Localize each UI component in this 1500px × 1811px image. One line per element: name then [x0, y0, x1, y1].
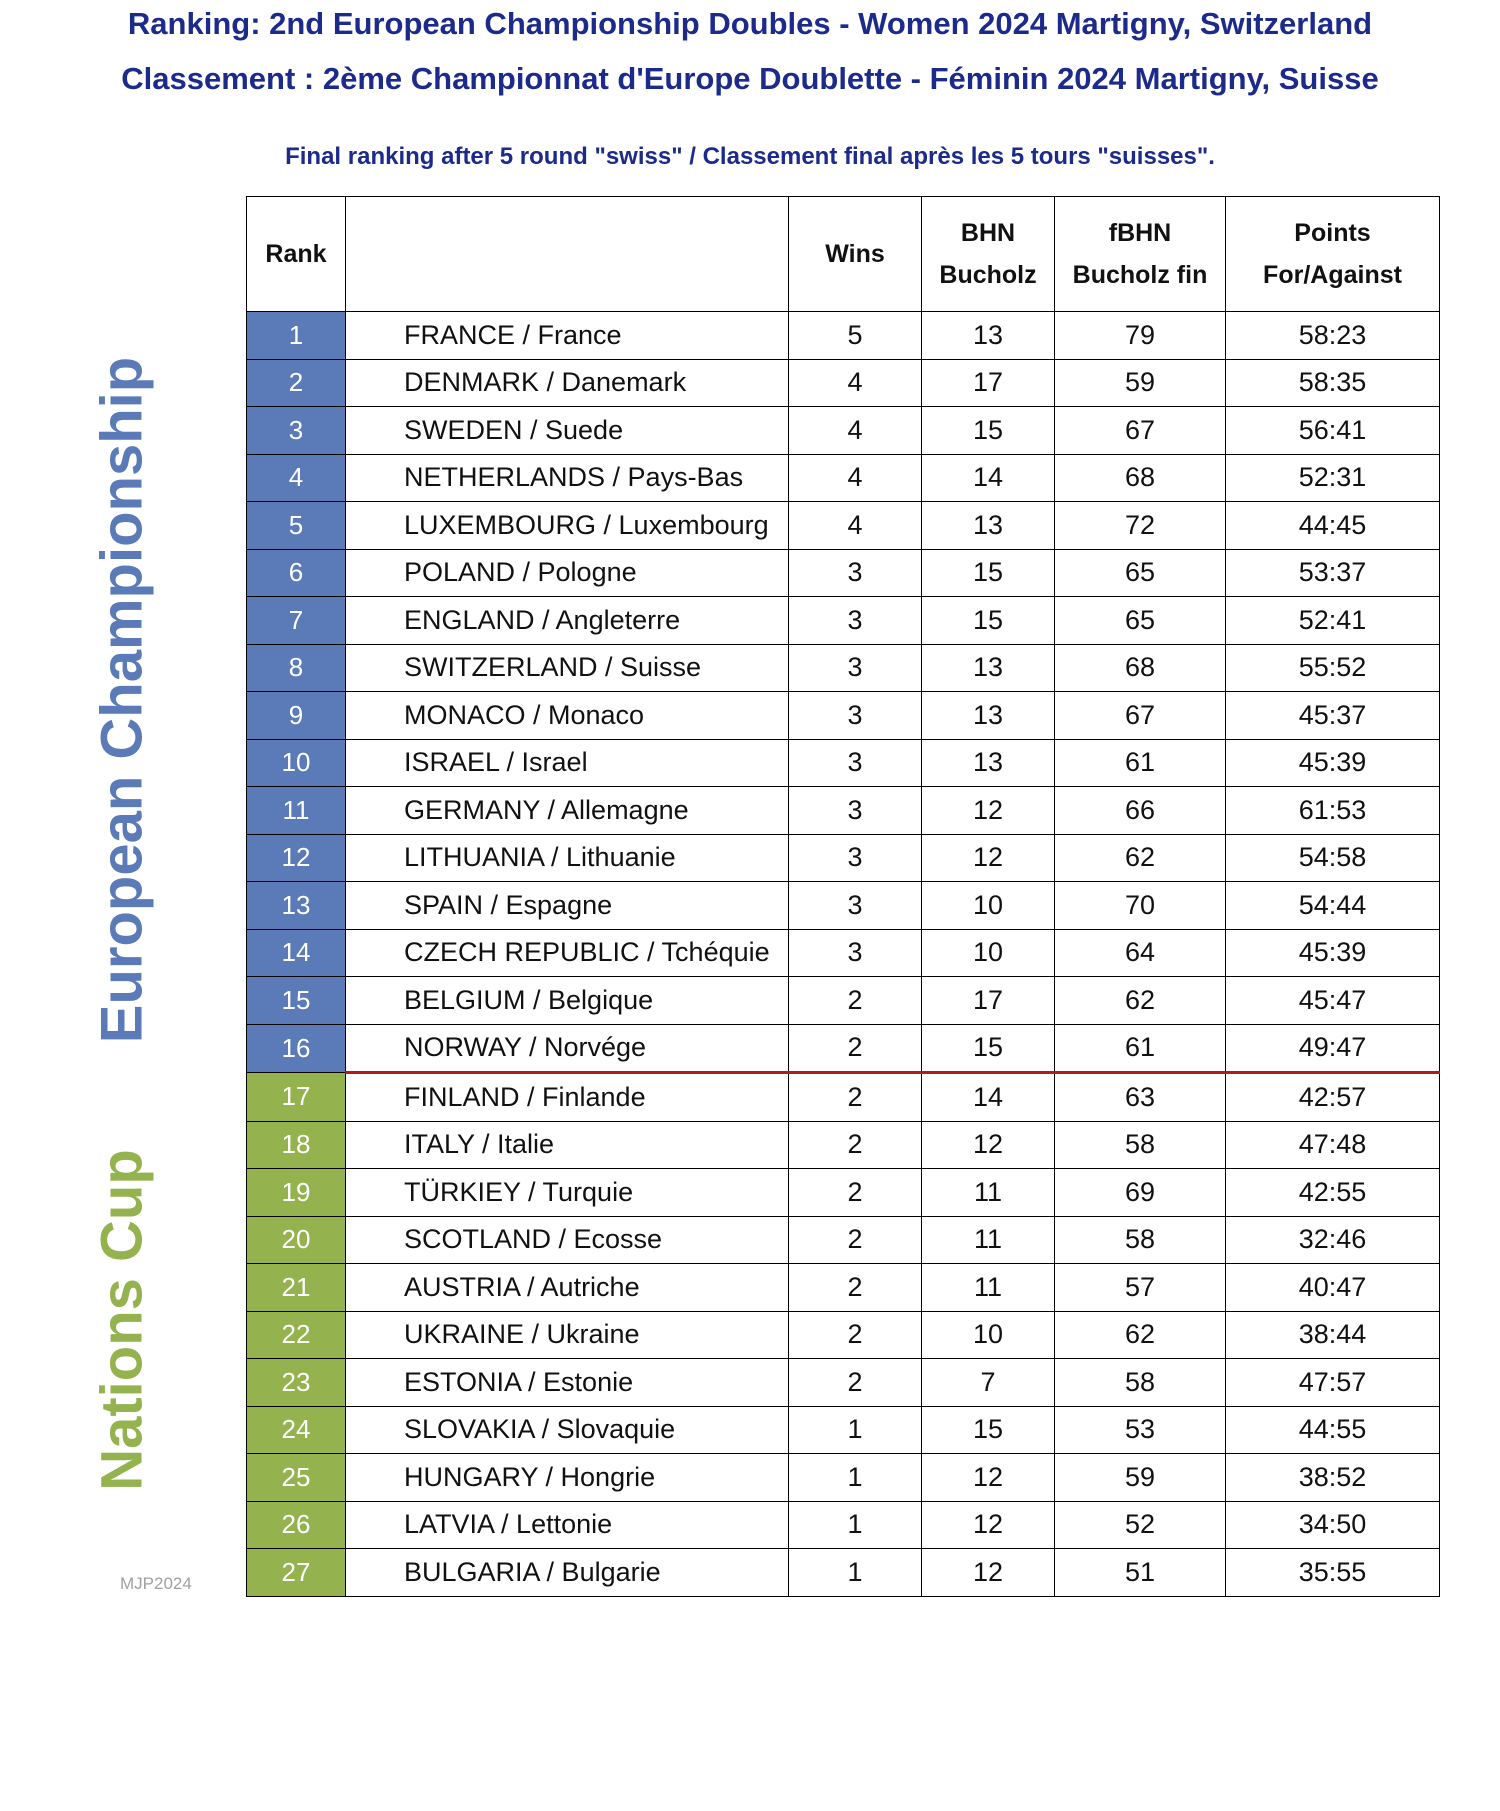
- points-cell: 45:47: [1226, 977, 1440, 1025]
- country-cell: LITHUANIA / Lithuanie: [346, 834, 789, 882]
- fbhn-cell: 52: [1055, 1501, 1226, 1549]
- country-cell: SWITZERLAND / Suisse: [346, 644, 789, 692]
- rank-cell: 1: [247, 312, 346, 360]
- fbhn-cell: 58: [1055, 1359, 1226, 1407]
- table-row: [247, 359, 1440, 407]
- points-cell: 44:55: [1226, 1406, 1440, 1454]
- bhn-cell: 12: [922, 787, 1055, 835]
- rank-cell: 14: [247, 929, 346, 977]
- fbhn-cell: 68: [1055, 644, 1226, 692]
- fbhn-cell: 58: [1055, 1216, 1226, 1264]
- rank-cell: 27: [247, 1549, 346, 1597]
- country-cell: SCOTLAND / Ecosse: [346, 1216, 789, 1264]
- bhn-cell: 13: [922, 644, 1055, 692]
- fbhn-cell: 62: [1055, 977, 1226, 1025]
- country-cell: ITALY / Italie: [346, 1121, 789, 1169]
- bhn-cell: 10: [922, 882, 1055, 930]
- rank-cell: 18: [247, 1121, 346, 1169]
- wins-cell: 2: [789, 1216, 922, 1264]
- points-cell: 42:55: [1226, 1169, 1440, 1217]
- header-points-line1: Points: [1294, 219, 1371, 247]
- wins-cell: 2: [789, 977, 922, 1025]
- fbhn-cell: 58: [1055, 1121, 1226, 1169]
- bhn-cell: 12: [922, 1121, 1055, 1169]
- country-cell: GERMANY / Allemagne: [346, 787, 789, 835]
- fbhn-cell: 65: [1055, 549, 1226, 597]
- subtitle: Final ranking after 5 round "swiss" / Classement final après les 5 tours "suisses".: [285, 143, 1215, 170]
- wins-cell: 1: [789, 1549, 922, 1597]
- country-cell: ISRAEL / Israel: [346, 739, 789, 787]
- wins-cell: 3: [789, 787, 922, 835]
- rank-cell: 21: [247, 1264, 346, 1312]
- bhn-cell: 15: [922, 549, 1055, 597]
- table-row: [247, 929, 1440, 977]
- header-rank: Rank: [247, 197, 346, 312]
- bhn-cell: 10: [922, 929, 1055, 977]
- wins-cell: 3: [789, 882, 922, 930]
- bhn-cell: 12: [922, 834, 1055, 882]
- bhn-cell: 11: [922, 1216, 1055, 1264]
- wins-cell: 3: [789, 644, 922, 692]
- points-cell: 40:47: [1226, 1264, 1440, 1312]
- bhn-cell: 12: [922, 1549, 1055, 1597]
- fbhn-cell: 68: [1055, 454, 1226, 502]
- country-cell: ESTONIA / Estonie: [346, 1359, 789, 1407]
- wins-cell: 2: [789, 1169, 922, 1217]
- country-cell: NETHERLANDS / Pays-Bas: [346, 454, 789, 502]
- fbhn-cell: 53: [1055, 1406, 1226, 1454]
- table-row: [247, 1501, 1440, 1549]
- fbhn-cell: 65: [1055, 597, 1226, 645]
- country-cell: SPAIN / Espagne: [346, 882, 789, 930]
- points-cell: 47:48: [1226, 1121, 1440, 1169]
- table-row: [247, 1264, 1440, 1312]
- bhn-cell: 17: [922, 977, 1055, 1025]
- points-cell: 54:44: [1226, 882, 1440, 930]
- rank-cell: 4: [247, 454, 346, 502]
- fbhn-cell: 61: [1055, 739, 1226, 787]
- rank-cell: 9: [247, 692, 346, 740]
- points-cell: 54:58: [1226, 834, 1440, 882]
- fbhn-cell: 62: [1055, 834, 1226, 882]
- rank-cell: 12: [247, 834, 346, 882]
- table-row: [247, 644, 1440, 692]
- fbhn-cell: 67: [1055, 692, 1226, 740]
- table-row: [247, 739, 1440, 787]
- table-row: [247, 454, 1440, 502]
- wins-cell: 2: [789, 1121, 922, 1169]
- wins-cell: 3: [789, 692, 922, 740]
- header-country: [346, 197, 789, 312]
- fbhn-cell: 72: [1055, 502, 1226, 550]
- points-cell: 58:35: [1226, 359, 1440, 407]
- fbhn-cell: 64: [1055, 929, 1226, 977]
- table-row: [247, 1454, 1440, 1502]
- wins-cell: 2: [789, 1359, 922, 1407]
- wins-cell: 4: [789, 454, 922, 502]
- country-cell: FRANCE / France: [346, 312, 789, 360]
- country-cell: SWEDEN / Suede: [346, 407, 789, 455]
- country-cell: BELGIUM / Belgique: [346, 977, 789, 1025]
- rank-cell: 20: [247, 1216, 346, 1264]
- fbhn-cell: 59: [1055, 359, 1226, 407]
- fbhn-cell: 62: [1055, 1311, 1226, 1359]
- country-cell: BULGARIA / Bulgarie: [346, 1549, 789, 1597]
- table-row: [247, 1406, 1440, 1454]
- country-cell: ENGLAND / Angleterre: [346, 597, 789, 645]
- rank-cell: 23: [247, 1359, 346, 1407]
- table-row: [247, 1359, 1440, 1407]
- bhn-cell: 14: [922, 1073, 1055, 1122]
- rank-cell: 2: [247, 359, 346, 407]
- bhn-cell: 12: [922, 1501, 1055, 1549]
- wins-cell: 4: [789, 359, 922, 407]
- country-cell: SLOVAKIA / Slovaquie: [346, 1406, 789, 1454]
- points-cell: 58:23: [1226, 312, 1440, 360]
- bhn-cell: 13: [922, 312, 1055, 360]
- fbhn-cell: 59: [1055, 1454, 1226, 1502]
- table-row: [247, 1024, 1440, 1073]
- table-row: [247, 787, 1440, 835]
- table-row: [247, 977, 1440, 1025]
- points-cell: 45:39: [1226, 739, 1440, 787]
- rank-cell: 8: [247, 644, 346, 692]
- country-cell: AUSTRIA / Autriche: [346, 1264, 789, 1312]
- fbhn-cell: 70: [1055, 882, 1226, 930]
- fbhn-cell: 63: [1055, 1073, 1226, 1122]
- wins-cell: 3: [789, 549, 922, 597]
- country-cell: FINLAND / Finlande: [346, 1073, 789, 1122]
- european-championship-label: European Championship: [89, 356, 155, 1044]
- fbhn-cell: 57: [1055, 1264, 1226, 1312]
- points-cell: 52:41: [1226, 597, 1440, 645]
- rank-cell: 19: [247, 1169, 346, 1217]
- points-cell: 56:41: [1226, 407, 1440, 455]
- bhn-cell: 10: [922, 1311, 1055, 1359]
- credit-label: MJP2024: [120, 1574, 192, 1593]
- header-bhn-line1: BHN: [960, 219, 1016, 247]
- country-cell: LATVIA / Lettonie: [346, 1501, 789, 1549]
- points-cell: 38:52: [1226, 1454, 1440, 1502]
- rank-cell: 17: [247, 1073, 346, 1122]
- bhn-cell: 13: [922, 739, 1055, 787]
- table-row: [247, 407, 1440, 455]
- fbhn-cell: 66: [1055, 787, 1226, 835]
- wins-cell: 2: [789, 1073, 922, 1122]
- wins-cell: 1: [789, 1406, 922, 1454]
- table-row: [247, 1121, 1440, 1169]
- fbhn-cell: 79: [1055, 312, 1226, 360]
- points-cell: 42:57: [1226, 1073, 1440, 1122]
- wins-cell: 4: [789, 502, 922, 550]
- rank-cell: 22: [247, 1311, 346, 1359]
- rank-cell: 15: [247, 977, 346, 1025]
- nations-cup-label: Nations Cup: [89, 1149, 155, 1491]
- rank-cell: 13: [247, 882, 346, 930]
- wins-cell: 3: [789, 834, 922, 882]
- bhn-cell: 17: [922, 359, 1055, 407]
- rank-cell: 10: [247, 739, 346, 787]
- title-french: Classement : 2ème Championnat d'Europe Doublette - Féminin 2024 Martigny, Suisse: [121, 61, 1379, 96]
- table-row: [247, 597, 1440, 645]
- bhn-cell: 15: [922, 1024, 1055, 1073]
- bhn-cell: 15: [922, 597, 1055, 645]
- points-cell: 45:37: [1226, 692, 1440, 740]
- header-bhn: [922, 197, 1055, 312]
- wins-cell: 3: [789, 739, 922, 787]
- header-fbhn-line2: Bucholz fin: [1072, 261, 1208, 289]
- table-row: [247, 1073, 1440, 1122]
- bhn-cell: 15: [922, 1406, 1055, 1454]
- country-cell: CZECH REPUBLIC / Tchéquie: [346, 929, 789, 977]
- country-cell: UKRAINE / Ukraine: [346, 1311, 789, 1359]
- header-points: [1226, 197, 1440, 312]
- points-cell: 52:31: [1226, 454, 1440, 502]
- country-cell: LUXEMBOURG / Luxembourg: [346, 502, 789, 550]
- header-fbhn: [1055, 197, 1226, 312]
- points-cell: 34:50: [1226, 1501, 1440, 1549]
- wins-cell: 4: [789, 407, 922, 455]
- country-cell: NORWAY / Norvége: [346, 1024, 789, 1073]
- rank-cell: 24: [247, 1406, 346, 1454]
- rank-cell: 25: [247, 1454, 346, 1502]
- wins-cell: 1: [789, 1454, 922, 1502]
- ranking-table: [246, 196, 1440, 1597]
- fbhn-cell: 61: [1055, 1024, 1226, 1073]
- title-english: Ranking: 2nd European Championship Doubles - Women 2024 Martigny, Switzerland: [127, 6, 1373, 41]
- bhn-cell: 13: [922, 692, 1055, 740]
- table-row: [247, 834, 1440, 882]
- header-bhn-line2: Bucholz: [939, 261, 1037, 289]
- rank-cell: 3: [247, 407, 346, 455]
- country-cell: TÜRKIEY / Turquie: [346, 1169, 789, 1217]
- country-cell: POLAND / Pologne: [346, 549, 789, 597]
- table-row: [247, 549, 1440, 597]
- wins-cell: 3: [789, 597, 922, 645]
- points-cell: 49:47: [1226, 1024, 1440, 1073]
- rank-cell: 6: [247, 549, 346, 597]
- bhn-cell: 7: [922, 1359, 1055, 1407]
- points-cell: 35:55: [1226, 1549, 1440, 1597]
- points-cell: 53:37: [1226, 549, 1440, 597]
- country-cell: DENMARK / Danemark: [346, 359, 789, 407]
- bhn-cell: 11: [922, 1169, 1055, 1217]
- fbhn-cell: 51: [1055, 1549, 1226, 1597]
- header-points-line2: For/Against: [1263, 261, 1402, 289]
- header-fbhn-line1: fBHN: [1108, 219, 1172, 247]
- rank-cell: 16: [247, 1024, 346, 1073]
- fbhn-cell: 67: [1055, 407, 1226, 455]
- country-cell: HUNGARY / Hongrie: [346, 1454, 789, 1502]
- points-cell: 32:46: [1226, 1216, 1440, 1264]
- wins-cell: 2: [789, 1264, 922, 1312]
- table-header-row: [247, 197, 1440, 312]
- table-row: [247, 1311, 1440, 1359]
- bhn-cell: 11: [922, 1264, 1055, 1312]
- wins-cell: 1: [789, 1501, 922, 1549]
- bhn-cell: 12: [922, 1454, 1055, 1502]
- bhn-cell: 14: [922, 454, 1055, 502]
- points-cell: 61:53: [1226, 787, 1440, 835]
- wins-cell: 3: [789, 929, 922, 977]
- wins-cell: 2: [789, 1311, 922, 1359]
- table-row: [247, 1216, 1440, 1264]
- bhn-cell: 13: [922, 502, 1055, 550]
- rank-cell: 11: [247, 787, 346, 835]
- table-row: [247, 502, 1440, 550]
- bhn-cell: 15: [922, 407, 1055, 455]
- wins-cell: 2: [789, 1024, 922, 1073]
- points-cell: 55:52: [1226, 644, 1440, 692]
- table-row: [247, 882, 1440, 930]
- fbhn-cell: 69: [1055, 1169, 1226, 1217]
- table-row: [247, 1549, 1440, 1597]
- rank-cell: 26: [247, 1501, 346, 1549]
- rank-cell: 7: [247, 597, 346, 645]
- header-wins: Wins: [789, 197, 922, 312]
- table-row: [247, 312, 1440, 360]
- country-cell: MONACO / Monaco: [346, 692, 789, 740]
- points-cell: 44:45: [1226, 502, 1440, 550]
- points-cell: 38:44: [1226, 1311, 1440, 1359]
- points-cell: 45:39: [1226, 929, 1440, 977]
- points-cell: 47:57: [1226, 1359, 1440, 1407]
- table-row: [247, 692, 1440, 740]
- table-row: [247, 1169, 1440, 1217]
- wins-cell: 5: [789, 312, 922, 360]
- rank-cell: 5: [247, 502, 346, 550]
